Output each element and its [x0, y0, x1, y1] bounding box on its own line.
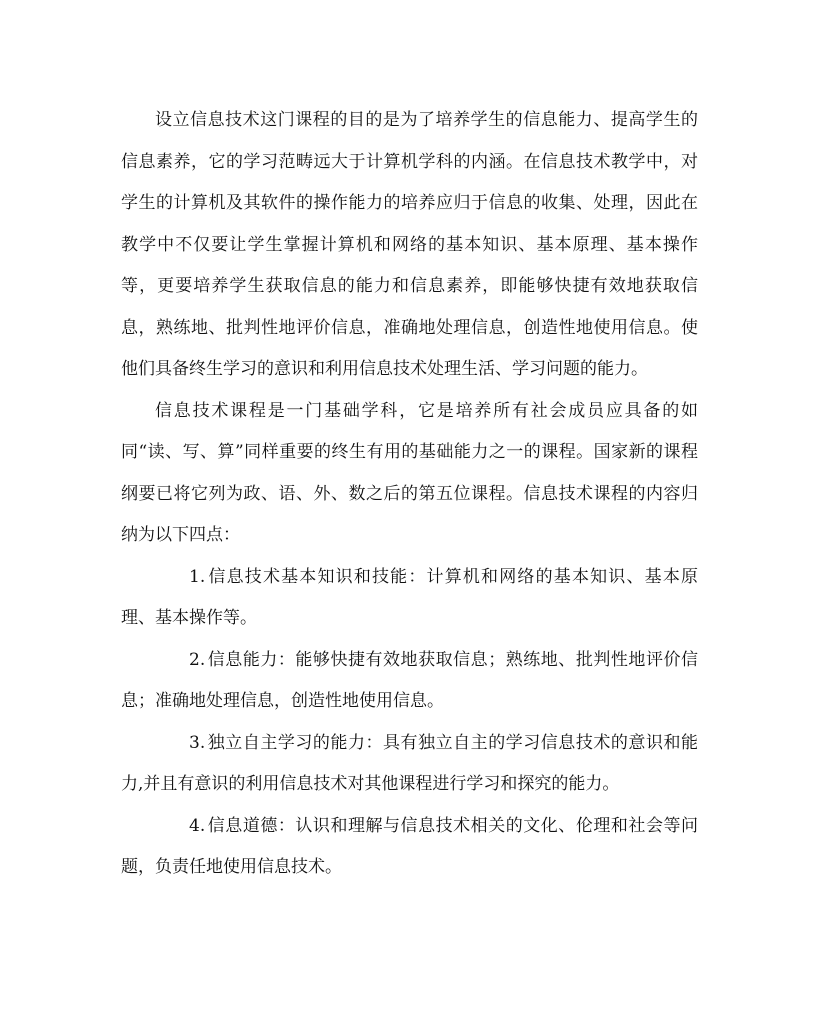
list-item	[121, 640, 698, 723]
list-item-number: 2.	[189, 649, 206, 670]
list-item	[121, 557, 698, 640]
list-item-text: 信息道德：认识和理解与信息技术相关的文化、伦理和社会等问题，负责任地使用信息技术。	[121, 815, 698, 877]
paragraph-purpose: 设立信息技术这门课程的目的是为了培养学生的信息能力、提高学生的信息素养，它的学习范畴远大于计算机学科的内涵。在信息技术教学中，对学生的计算机及其软件的操作能力的培养应归于信息的收集、处理，因此在教学中不仅要让学生掌握计算机和网络的基本知识、基本原理、基本操作等，更要培养学生获取信息的能力和信息素养，即能够快捷有效地获取信息，熟练地、批判性地评价信息，准确地处理信息，创造性地使用信息。使他们具备终生学习的意识和利用信息技术处理生活、学习问题的能力。	[121, 110, 698, 379]
list-item-number: 4.	[189, 815, 206, 836]
list-item-text: 独立自主学习的能力：具有独立自主的学习信息技术的意识和能力,并且有意识的利用信息技术对其他课程进行学习和探究的能力。	[121, 732, 698, 794]
list-item	[121, 806, 698, 889]
list-item	[121, 723, 698, 806]
list-item-number: 3.	[189, 732, 206, 753]
list-item-text: 信息能力：能够快捷有效地获取信息；熟练地、批判性地评价信息；准确地处理信息，创造性地使用信息。	[121, 649, 698, 711]
list-item-text: 信息技术基本知识和技能：计算机和网络的基本知识、基本原理、基本操作等。	[121, 566, 698, 628]
document-body	[121, 100, 698, 889]
list-item-number: 1.	[189, 566, 206, 587]
paragraph-course-overview: 信息技术课程是一门基础学科，它是培养所有社会成员应具备的如同“读、写、算”同样重要的终生有用的基础能力之一的课程。国家新的课程纲要已将它列为政、语、外、数之后的第五位课程。信息技术课程的内容归纳为以下四点：	[121, 400, 698, 545]
